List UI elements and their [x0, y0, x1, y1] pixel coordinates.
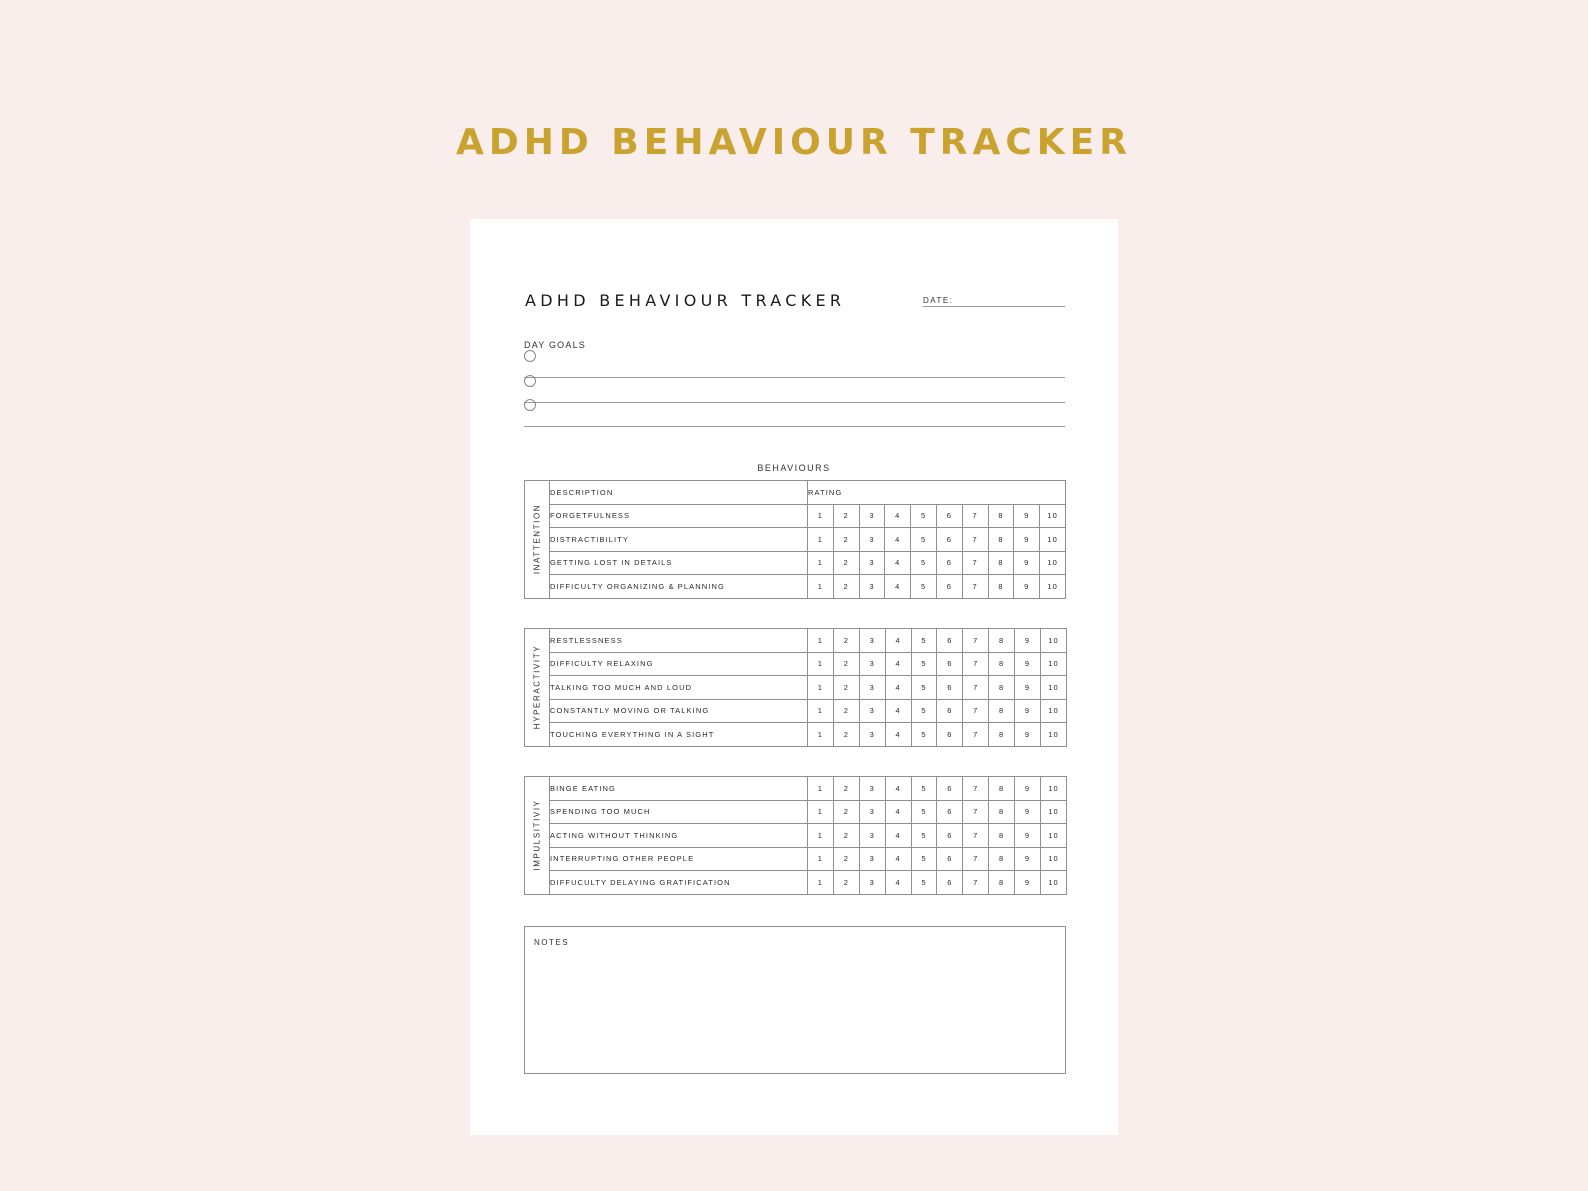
rating-cell[interactable]: 2 [833, 575, 859, 599]
rating-cell[interactable]: 3 [859, 699, 885, 723]
rating-cell[interactable]: 2 [833, 504, 859, 528]
rating-cell[interactable]: 8 [988, 504, 1014, 528]
rating-cell[interactable]: 3 [859, 824, 885, 848]
date-label: DATE: [923, 296, 954, 305]
behaviour-description: FORGETFULNESS [550, 504, 808, 528]
rating-cell[interactable]: 6 [937, 800, 963, 824]
behaviour-row [525, 699, 1067, 723]
rating-cell[interactable]: 10 [1041, 800, 1067, 824]
rating-cell[interactable]: 10 [1040, 575, 1066, 599]
category-label: HYPERACTIVITY [532, 645, 542, 730]
rating-cell[interactable]: 5 [911, 528, 937, 552]
rating-header: RATING [808, 481, 1066, 505]
category-cell [525, 777, 550, 895]
rating-cell[interactable]: 9 [1015, 699, 1041, 723]
rating-cell[interactable]: 4 [885, 652, 911, 676]
rating-cell[interactable]: 4 [885, 871, 911, 895]
category-label: INATTENTION [532, 504, 542, 575]
rating-cell[interactable]: 10 [1040, 504, 1066, 528]
rating-cell[interactable]: 1 [808, 575, 834, 599]
rating-cell[interactable]: 6 [937, 652, 963, 676]
behaviour-row [525, 652, 1067, 676]
rating-cell[interactable]: 7 [962, 575, 988, 599]
rating-cell[interactable]: 10 [1041, 676, 1067, 700]
day-goals-label: DAY GOALS [524, 340, 586, 350]
goal-row-2[interactable] [524, 378, 1065, 403]
rating-cell[interactable]: 7 [962, 551, 988, 575]
hyperactivity-table [524, 628, 1067, 747]
rating-cell[interactable]: 3 [859, 777, 885, 801]
rating-cell[interactable]: 1 [808, 847, 834, 871]
rating-cell[interactable]: 10 [1041, 699, 1067, 723]
rating-cell[interactable]: 8 [989, 699, 1015, 723]
rating-cell[interactable]: 7 [963, 699, 989, 723]
rating-cell[interactable]: 5 [911, 652, 937, 676]
rating-cell[interactable]: 9 [1014, 504, 1040, 528]
rating-cell[interactable]: 2 [833, 629, 859, 653]
rating-cell[interactable]: 9 [1014, 528, 1040, 552]
sheet-title: ADHD BEHAVIOUR TRACKER [525, 291, 846, 310]
rating-cell[interactable]: 4 [885, 551, 911, 575]
goal-checkbox-3[interactable] [524, 399, 536, 411]
rating-cell[interactable]: 5 [911, 777, 937, 801]
rating-cell[interactable]: 10 [1040, 551, 1066, 575]
rating-cell[interactable]: 9 [1015, 723, 1041, 747]
rating-cell[interactable]: 2 [833, 699, 859, 723]
rating-cell[interactable]: 5 [911, 575, 937, 599]
behaviour-row [525, 800, 1067, 824]
rating-cell[interactable]: 10 [1041, 777, 1067, 801]
behaviour-description: DIFFUCULTY DELAYING GRATIFICATION [550, 871, 808, 895]
rating-cell[interactable]: 8 [989, 629, 1015, 653]
rating-cell[interactable]: 5 [911, 800, 937, 824]
rating-cell[interactable]: 2 [833, 551, 859, 575]
rating-cell[interactable]: 9 [1015, 871, 1041, 895]
rating-cell[interactable]: 10 [1041, 871, 1067, 895]
rating-cell[interactable]: 8 [989, 847, 1015, 871]
behaviour-description: CONSTANTLY MOVING OR TALKING [550, 699, 808, 723]
category-cell [525, 481, 550, 599]
rating-cell[interactable]: 2 [833, 777, 859, 801]
rating-cell[interactable]: 8 [989, 652, 1015, 676]
notes-label: NOTES [534, 938, 570, 947]
rating-cell[interactable]: 7 [963, 871, 989, 895]
category-cell [525, 629, 550, 747]
rating-cell[interactable]: 8 [989, 777, 1015, 801]
rating-cell[interactable]: 5 [911, 504, 937, 528]
behaviour-row [525, 551, 1066, 575]
rating-cell[interactable]: 3 [859, 847, 885, 871]
rating-cell[interactable]: 7 [963, 629, 989, 653]
rating-cell[interactable]: 9 [1015, 629, 1041, 653]
date-field[interactable] [923, 306, 1065, 307]
rating-cell[interactable]: 10 [1041, 652, 1067, 676]
rating-cell[interactable]: 1 [808, 504, 834, 528]
rating-cell[interactable]: 1 [808, 676, 834, 700]
rating-cell[interactable]: 2 [833, 676, 859, 700]
rating-cell[interactable]: 3 [859, 871, 885, 895]
behaviour-row [525, 504, 1066, 528]
behaviour-description: DIFFICULTY ORGANIZING & PLANNING [550, 575, 808, 599]
rating-cell[interactable]: 6 [937, 847, 963, 871]
behaviour-description: GETTING LOST IN DETAILS [550, 551, 808, 575]
banner-title: ADHD BEHAVIOUR TRACKER [456, 122, 1132, 163]
rating-cell[interactable]: 1 [808, 777, 834, 801]
rating-cell[interactable]: 7 [963, 800, 989, 824]
rating-cell[interactable]: 4 [885, 575, 911, 599]
behaviour-row [525, 575, 1066, 599]
behaviour-description: BINGE EATING [550, 777, 808, 801]
rating-cell[interactable]: 6 [936, 528, 962, 552]
rating-cell[interactable]: 3 [859, 723, 885, 747]
rating-cell[interactable]: 6 [937, 824, 963, 848]
rating-cell[interactable]: 2 [833, 847, 859, 871]
rating-cell[interactable]: 4 [885, 629, 911, 653]
rating-cell[interactable]: 9 [1015, 847, 1041, 871]
behaviour-row [525, 847, 1067, 871]
description-header: DESCRIPTION [550, 481, 808, 505]
rating-cell[interactable]: 6 [936, 551, 962, 575]
rating-cell[interactable]: 4 [885, 824, 911, 848]
rating-cell[interactable]: 8 [988, 551, 1014, 575]
behaviour-description: ACTING WITHOUT THINKING [550, 824, 808, 848]
rating-cell[interactable]: 3 [859, 528, 885, 552]
rating-cell[interactable]: 10 [1041, 629, 1067, 653]
rating-cell[interactable]: 10 [1041, 824, 1067, 848]
rating-cell[interactable]: 1 [808, 699, 834, 723]
rating-cell[interactable]: 4 [885, 800, 911, 824]
rating-cell[interactable]: 5 [911, 723, 937, 747]
behaviour-row [525, 528, 1066, 552]
rating-cell[interactable]: 3 [859, 652, 885, 676]
rating-cell[interactable]: 10 [1041, 847, 1067, 871]
rating-cell[interactable]: 2 [833, 723, 859, 747]
rating-cell[interactable]: 1 [808, 528, 834, 552]
rating-cell[interactable]: 4 [885, 699, 911, 723]
rating-cell[interactable]: 3 [859, 504, 885, 528]
rating-cell[interactable]: 7 [962, 528, 988, 552]
goal-checkbox-1[interactable] [524, 350, 536, 362]
rating-cell[interactable]: 2 [833, 528, 859, 552]
rating-cell[interactable]: 5 [911, 676, 937, 700]
rating-cell[interactable]: 5 [911, 551, 937, 575]
rating-cell[interactable]: 10 [1040, 528, 1066, 552]
rating-cell[interactable]: 2 [833, 824, 859, 848]
tracker-sheet [470, 219, 1118, 1135]
impulsivity-table [524, 776, 1067, 895]
rating-cell[interactable]: 6 [937, 676, 963, 700]
rating-cell[interactable]: 9 [1014, 551, 1040, 575]
inattention-table [524, 480, 1066, 599]
rating-cell[interactable]: 2 [833, 800, 859, 824]
header-row [525, 481, 1066, 505]
rating-cell[interactable]: 7 [963, 652, 989, 676]
rating-cell[interactable]: 8 [989, 871, 1015, 895]
behaviour-description: TALKING TOO MUCH AND LOUD [550, 676, 808, 700]
rating-cell[interactable]: 5 [911, 847, 937, 871]
rating-cell[interactable]: 6 [937, 871, 963, 895]
rating-cell[interactable]: 8 [989, 800, 1015, 824]
rating-cell[interactable]: 9 [1014, 575, 1040, 599]
rating-cell[interactable]: 1 [808, 824, 834, 848]
rating-cell[interactable]: 4 [885, 504, 911, 528]
rating-cell[interactable]: 9 [1015, 777, 1041, 801]
rating-cell[interactable]: 4 [885, 528, 911, 552]
rating-cell[interactable]: 7 [962, 504, 988, 528]
behaviour-row [525, 629, 1067, 653]
behaviour-row [525, 871, 1067, 895]
rating-cell[interactable]: 1 [808, 551, 834, 575]
rating-cell[interactable]: 9 [1015, 652, 1041, 676]
rating-cell[interactable]: 5 [911, 824, 937, 848]
rating-cell[interactable]: 8 [989, 723, 1015, 747]
behaviour-row [525, 723, 1067, 747]
rating-cell[interactable]: 4 [885, 847, 911, 871]
behaviour-description: SPENDING TOO MUCH [550, 800, 808, 824]
rating-cell[interactable]: 1 [808, 652, 834, 676]
rating-cell[interactable]: 7 [963, 824, 989, 848]
rating-cell[interactable]: 1 [808, 800, 834, 824]
goal-checkbox-2[interactable] [524, 375, 536, 387]
notes-box[interactable] [524, 926, 1066, 1074]
rating-cell[interactable]: 4 [885, 723, 911, 747]
behaviour-description: RESTLESSNESS [550, 629, 808, 653]
rating-cell[interactable]: 6 [937, 629, 963, 653]
behaviour-description: DISTRACTIBILITY [550, 528, 808, 552]
rating-cell[interactable]: 7 [963, 847, 989, 871]
rating-cell[interactable]: 5 [911, 629, 937, 653]
rating-cell[interactable]: 5 [911, 699, 937, 723]
rating-cell[interactable]: 1 [808, 871, 834, 895]
rating-cell[interactable]: 8 [989, 824, 1015, 848]
behaviour-description: TOUCHING EVERYTHING IN A SIGHT [550, 723, 808, 747]
rating-cell[interactable]: 7 [963, 723, 989, 747]
rating-cell[interactable]: 2 [833, 871, 859, 895]
rating-cell[interactable]: 9 [1015, 824, 1041, 848]
category-label: IMPULSITIVIY [532, 799, 542, 871]
rating-cell[interactable]: 5 [911, 871, 937, 895]
rating-cell[interactable]: 3 [859, 676, 885, 700]
behaviour-row [525, 777, 1067, 801]
rating-cell[interactable]: 6 [937, 699, 963, 723]
rating-cell[interactable]: 1 [808, 723, 834, 747]
rating-cell[interactable]: 2 [833, 652, 859, 676]
rating-cell[interactable]: 3 [859, 800, 885, 824]
rating-cell[interactable]: 4 [885, 676, 911, 700]
goal-row-1[interactable] [524, 353, 1065, 378]
rating-cell[interactable]: 4 [885, 777, 911, 801]
behaviour-description: DIFFICULTY RELAXING [550, 652, 808, 676]
rating-cell[interactable]: 9 [1015, 676, 1041, 700]
rating-cell[interactable]: 8 [988, 575, 1014, 599]
rating-cell[interactable]: 1 [808, 629, 834, 653]
behaviour-row [525, 824, 1067, 848]
behaviour-row [525, 676, 1067, 700]
behaviours-label: BEHAVIOURS [757, 463, 831, 473]
rating-cell[interactable]: 3 [859, 575, 885, 599]
rating-cell[interactable]: 6 [936, 575, 962, 599]
rating-cell[interactable]: 3 [859, 629, 885, 653]
goal-row-3[interactable] [524, 402, 1065, 427]
rating-cell[interactable]: 10 [1041, 723, 1067, 747]
rating-cell[interactable]: 6 [936, 504, 962, 528]
rating-cell[interactable]: 6 [937, 723, 963, 747]
rating-cell[interactable]: 6 [937, 777, 963, 801]
rating-cell[interactable]: 8 [988, 528, 1014, 552]
rating-cell[interactable]: 7 [963, 676, 989, 700]
rating-cell[interactable]: 7 [963, 777, 989, 801]
rating-cell[interactable]: 9 [1015, 800, 1041, 824]
behaviour-description: INTERRUPTING OTHER PEOPLE [550, 847, 808, 871]
rating-cell[interactable]: 8 [989, 676, 1015, 700]
rating-cell[interactable]: 3 [859, 551, 885, 575]
